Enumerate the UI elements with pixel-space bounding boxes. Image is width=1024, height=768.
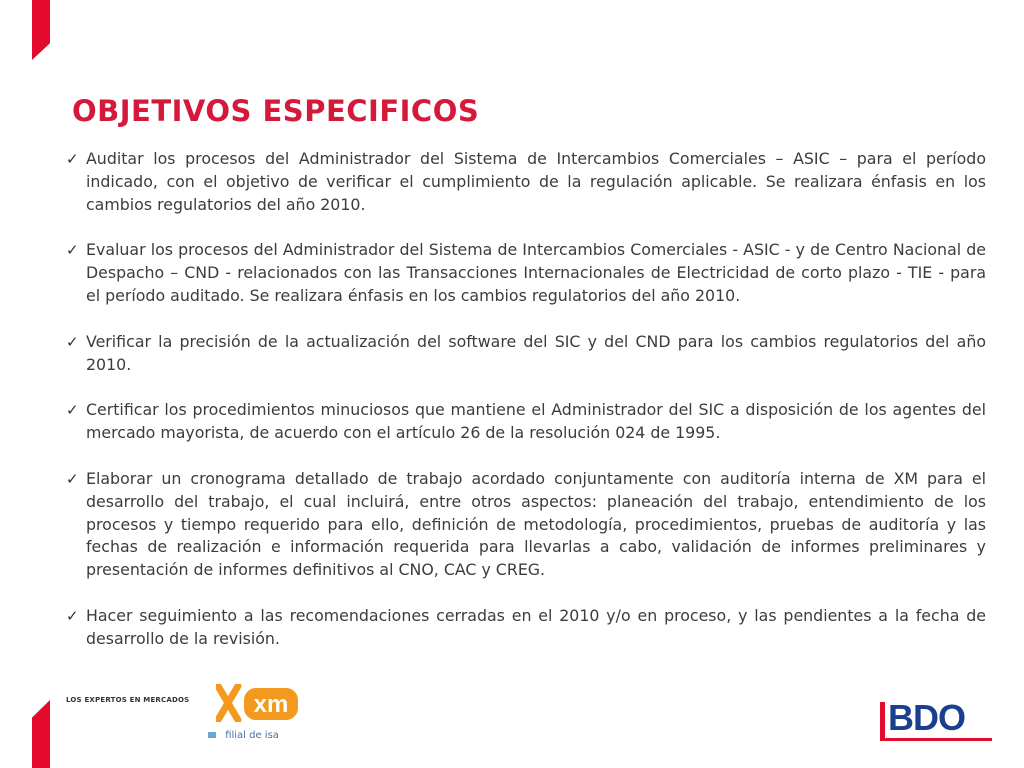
square-icon	[208, 732, 216, 738]
bdo-text: BDO	[888, 697, 965, 738]
checkmark-icon: ✓	[66, 241, 79, 260]
checkmark-icon: ✓	[66, 150, 79, 168]
bdo-logo	[880, 697, 992, 742]
bdo-red-bar	[880, 702, 885, 738]
bullet-text: Hacer seguimiento a las recomendaciones cerradas en el 2010 y/o en proceso, y las pendientes a la fecha de desarrollo de la revisión.	[86, 605, 986, 648]
bullet-text: Verificar la precisión de la actualización del software del SIC y del CND para los cambios regulatorios del año 2010.	[86, 331, 986, 374]
list-item	[66, 605, 986, 651]
xm-tagline: LOS EXPERTOS EN MERCADOS	[66, 696, 190, 704]
xm-mark-text: xm	[253, 691, 289, 718]
top-red-accent	[32, 0, 50, 60]
objectives-list	[66, 148, 986, 674]
checkmark-icon: ✓	[66, 401, 79, 420]
slide-title: OBJETIVOS ESPECIFICOS	[72, 94, 480, 128]
bdo-underline	[880, 738, 992, 741]
list-item	[66, 148, 986, 216]
bullet-text: Evaluar los procesos del Administrador del Sistema de Intercambios Comerciales - ASIC - y de Centro Nacional de Despacho – CND - relacionados con las Transacciones Internacionales de Electricidad de corto plazo - TIE - para el período auditado. Se realizara énfasis en los cambios regulatorios del año 2010.	[86, 240, 986, 305]
list-item	[66, 239, 986, 307]
xm-logo-mark	[216, 684, 300, 722]
bullet-text: Certificar los procedimientos minuciosos que mantiene el Administrador del SIC a disposición de los agentes del mercado mayorista, de acuerdo con el artículo 26 de la resolución 024 de 1995.	[86, 400, 986, 443]
checkmark-icon: ✓	[66, 332, 79, 351]
bottom-red-accent	[32, 700, 50, 768]
checkmark-icon: ✓	[66, 606, 79, 625]
checkmark-icon: ✓	[66, 469, 79, 488]
xm-subtitle: filial de isa	[208, 730, 279, 741]
bullet-text: Elaborar un cronograma detallado de trabajo acordado conjuntamente con auditoría interna de XM para el desarrollo del trabajo, el cual incluirá, entre otros aspectos: planeación del trabajo, entendimiento de los procesos y tiempo requerido para ello, definición de metodología, procedimientos, pruebas de auditoría y las fechas de realización e información requerida para llevarlas a cabo, validación de informes preliminares y presentación de informes definitivos al CNO, CAC y CREG.	[86, 468, 986, 580]
bullet-text: Auditar los procesos del Administrador del Sistema de Intercambios Comerciales – ASIC – para el período indicado, con el objetivo de verificar el cumplimiento de la regulación aplicable. Se realizara énfasis en los cambios regulatorios del año 2010.	[86, 149, 986, 214]
list-item	[66, 399, 986, 445]
list-item	[66, 331, 986, 377]
xm-logo	[66, 684, 306, 744]
list-item	[66, 468, 986, 582]
